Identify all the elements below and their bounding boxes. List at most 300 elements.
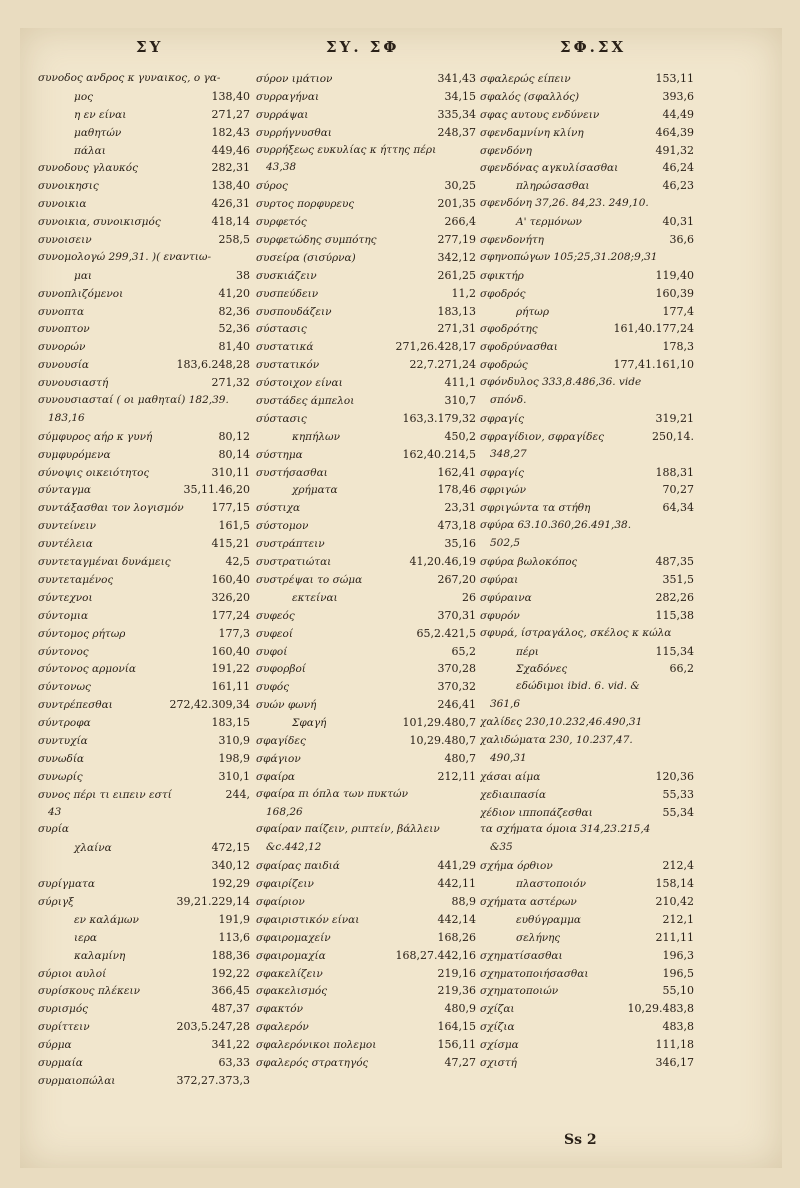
index-entry [256, 70, 476, 88]
index-entry [38, 535, 250, 553]
entry-reference: 212,4 [662, 859, 694, 873]
index-entry [38, 804, 250, 822]
entry-term: σφακελίζειν [256, 967, 323, 980]
entry-term: χαλιδώματα 230, 10.237,47. [480, 733, 633, 746]
entry-reference: 418,14 [211, 215, 250, 229]
index-entry [256, 142, 476, 160]
entry-term: σφαίραν παίζειν, ριπτείν, βάλλειν [256, 823, 440, 836]
index-entry [256, 195, 476, 213]
entry-reference: 464,39 [655, 125, 694, 139]
entry-term: τα σχήματα όμοια 314,23.215,4 [480, 823, 651, 836]
index-entry [480, 965, 694, 983]
header-left: ΣΥ [136, 38, 164, 56]
index-entry [256, 982, 476, 1000]
index-entry [480, 392, 694, 410]
index-entry [256, 213, 476, 231]
entry-term: σχήμα όρθιον [480, 860, 553, 873]
entry-term: σχήματα αστέρων [480, 895, 577, 908]
entry-term: σφαιριστικόν είναι [256, 913, 360, 926]
entry-term: σφαλός (σφαλλός) [480, 90, 580, 103]
index-entry [256, 875, 476, 893]
index-entry [480, 839, 694, 857]
entry-reference: 310,7 [444, 394, 476, 408]
entry-term: συνοικια [38, 198, 87, 211]
entry-term: σφραγίς [480, 412, 525, 425]
index-entry [480, 320, 694, 338]
entry-term: συφεός [256, 609, 295, 622]
index-entry [256, 768, 476, 786]
entry-term: σχιστή [480, 1056, 517, 1069]
entry-reference: 250,14. [652, 429, 694, 443]
index-entry [480, 535, 694, 553]
entry-term: συντυχία [38, 734, 88, 747]
entry-term: μος [74, 90, 94, 103]
entry-term: σφοδρώς [480, 359, 528, 372]
index-entry [38, 1036, 250, 1054]
entry-term: συρίττειν [38, 1021, 90, 1034]
entry-reference: 426,31 [211, 197, 250, 211]
entry-reference: 63,33 [218, 1055, 250, 1069]
entry-term: κηπήλων [292, 430, 340, 443]
entry-reference: 319,21 [655, 411, 694, 425]
entry-term: ιερα [74, 931, 98, 944]
entry-term: συφεοί [256, 627, 293, 640]
entry-reference: 183,6.248,28 [176, 358, 250, 372]
entry-reference: 40,31 [662, 215, 694, 229]
entry-reference: 211,11 [655, 930, 694, 944]
entry-term: σύντροφα [38, 717, 91, 730]
index-entry [256, 464, 476, 482]
entry-reference: 119,40 [655, 268, 694, 282]
entry-term: Α' τερμόνων [516, 216, 582, 229]
entry-reference: 258,5 [218, 233, 250, 247]
index-entry [480, 804, 694, 822]
entry-reference: 177,41.161,10 [613, 358, 694, 372]
header-center: ΣΥ. ΣΦ [326, 38, 400, 56]
index-entry [480, 142, 694, 160]
index-entry [256, 929, 476, 947]
entry-reference: 88,9 [451, 894, 476, 908]
entry-reference: 341,22 [211, 1038, 250, 1052]
index-entry [480, 786, 694, 804]
entry-term: σφενδονήτη [480, 234, 544, 247]
entry-reference: 370,28 [437, 662, 476, 676]
entry-reference: 162,40.214,5 [402, 447, 476, 461]
index-entry [256, 267, 476, 285]
entry-term: 43 [48, 805, 62, 818]
entry-term: σχίζια [480, 1021, 515, 1034]
index-entry [38, 1072, 250, 1090]
entry-term: σφοδρότης [480, 323, 538, 336]
entry-reference: 164,15 [437, 1020, 476, 1034]
entry-term: σύστομον [256, 520, 309, 533]
index-entry [480, 231, 694, 249]
index-column-2 [256, 70, 476, 1072]
entry-term: συφοί [256, 645, 288, 658]
entry-term: συρρήγνυσθαι [256, 126, 332, 139]
entry-term: πάλαι [74, 144, 106, 157]
entry-term: συνοισειν [38, 234, 92, 247]
entry-term: συρράψαι [256, 108, 309, 121]
index-entry [256, 821, 476, 839]
index-entry [38, 177, 250, 195]
index-entry [480, 1018, 694, 1036]
entry-term: χεδιαιπασία [480, 788, 547, 801]
entry-term: σφακελισμός [256, 985, 328, 998]
entry-reference: 487,37 [211, 1002, 250, 1016]
entry-reference: 55,34 [662, 805, 694, 819]
entry-term: συρίσκους πλέκειν [38, 985, 141, 998]
entry-reference: 39,21.229,14 [176, 894, 250, 908]
index-entry [38, 195, 250, 213]
index-entry [38, 911, 250, 929]
entry-term: σύριγξ [38, 895, 74, 908]
index-entry [256, 660, 476, 678]
index-entry [256, 965, 476, 983]
index-entry [38, 481, 250, 499]
index-entry [480, 714, 694, 732]
index-entry [256, 231, 476, 249]
index-entry [480, 607, 694, 625]
entry-reference: 271,32 [211, 376, 250, 390]
entry-reference: 183,13 [437, 304, 476, 318]
index-entry [480, 625, 694, 643]
index-entry [480, 285, 694, 303]
index-entry [38, 374, 250, 392]
entry-reference: 272,42.309,34 [169, 698, 250, 712]
entry-reference: 450,2 [444, 429, 476, 443]
entry-reference: 47,27 [444, 1055, 476, 1069]
index-entry [256, 1054, 476, 1072]
index-entry [256, 911, 476, 929]
index-entry [38, 338, 250, 356]
entry-reference: 212,11 [437, 769, 476, 783]
entry-term: σφοδρύνασθαι [480, 341, 558, 354]
index-entry [256, 750, 476, 768]
index-entry [480, 553, 694, 571]
entry-term: σφύραι [480, 573, 519, 586]
entry-reference: 44,49 [662, 107, 694, 121]
entry-reference: 153,11 [655, 72, 694, 85]
index-entry [38, 88, 250, 106]
entry-term: συνωδία [38, 752, 85, 765]
index-entry [38, 875, 250, 893]
index-entry [256, 732, 476, 750]
entry-reference: 340,12 [211, 859, 250, 873]
index-entry [480, 1000, 694, 1018]
index-entry [256, 428, 476, 446]
entry-term: συνοπτα [38, 305, 85, 318]
index-entry [480, 267, 694, 285]
entry-reference: 80,12 [218, 429, 250, 443]
entry-term: σελήνης [516, 931, 561, 944]
entry-term: σχηματοποιήσασθαι [480, 967, 589, 980]
entry-reference: 177,15 [211, 501, 250, 515]
entry-reference: 35,16 [444, 537, 476, 551]
entry-reference: 219,36 [437, 984, 476, 998]
entry-term: σύρος [256, 180, 288, 193]
index-entry [38, 678, 250, 696]
index-entry [480, 481, 694, 499]
entry-reference: 341,43 [437, 72, 476, 85]
entry-term: χλαίνα [74, 842, 112, 855]
entry-term: 361,6 [490, 698, 521, 711]
entry-reference: 177,3 [218, 626, 250, 640]
index-entry [256, 106, 476, 124]
entry-term: συνοικησις [38, 180, 99, 193]
entry-term: σύμφυρος αήρ κ γυνή [38, 430, 153, 443]
entry-reference: 442,11 [437, 877, 476, 891]
index-entry [38, 356, 250, 374]
index-entry [38, 517, 250, 535]
entry-reference: 415,21 [211, 537, 250, 551]
index-entry [480, 947, 694, 965]
entry-reference: 81,40 [218, 340, 250, 354]
index-entry [256, 303, 476, 321]
entry-term: σύνταγμα [38, 484, 92, 497]
entry-term: σύρμα [38, 1039, 72, 1052]
entry-reference: 65,2 [451, 644, 476, 658]
entry-reference: 210,42 [655, 894, 694, 908]
index-entry [256, 839, 476, 857]
index-entry [480, 428, 694, 446]
entry-term: σύρον ιμάτιον [256, 73, 333, 85]
index-entry [38, 159, 250, 177]
index-entry [480, 517, 694, 535]
index-entry [480, 643, 694, 661]
entry-term: σφραγίδιον, σφραγίδες [480, 430, 605, 443]
index-entry [480, 124, 694, 142]
entry-term: σφαίρα πι όπλα των πυκτών [256, 787, 409, 800]
index-entry [256, 159, 476, 177]
entry-term: ρήτωρ [516, 305, 550, 318]
index-entry [480, 177, 694, 195]
entry-term: πέρι [516, 645, 539, 658]
entry-reference: 23,31 [444, 501, 476, 515]
entry-reference: 160,40 [211, 572, 250, 586]
entry-term: σχηματοποιών [480, 985, 559, 998]
entry-term: συνοδους γλαυκός [38, 162, 138, 175]
entry-term: συνοδος ανδρος κ γυναικος, ο γα- [38, 72, 221, 84]
entry-term: μαθητών [74, 126, 122, 139]
index-entry [256, 571, 476, 589]
entry-reference: 310,11 [211, 465, 250, 479]
index-entry [38, 750, 250, 768]
entry-reference: 246,41 [437, 698, 476, 712]
index-entry [256, 1036, 476, 1054]
index-entry [38, 947, 250, 965]
entry-term: συνος πέρι τι ειπειν εστί [38, 788, 172, 801]
entry-term: σχίσμα [480, 1039, 519, 1052]
entry-term: σχηματίσασθαι [480, 949, 563, 962]
entry-reference: 55,10 [662, 984, 694, 998]
index-entry [480, 213, 694, 231]
entry-term: καλαμίνη [74, 949, 126, 962]
entry-reference: 70,27 [662, 483, 694, 497]
entry-reference: 120,36 [655, 769, 694, 783]
entry-reference: 168,27.442,16 [395, 948, 476, 962]
entry-term: χαλίδες 230,10.232,46.490,31 [480, 716, 643, 729]
entry-reference: 26 [462, 590, 476, 604]
entry-term: συντέλεια [38, 538, 93, 551]
entry-term: σύντονος [38, 645, 89, 658]
entry-reference: 178,46 [437, 483, 476, 497]
index-entry [38, 1018, 250, 1036]
entry-term: συρία [38, 823, 69, 836]
entry-reference: 201,35 [437, 197, 476, 211]
entry-term: Σφαγή [292, 717, 327, 730]
index-entry [38, 660, 250, 678]
entry-term: σύριοι αυλοί [38, 967, 107, 980]
entry-reference: 271,31 [437, 322, 476, 336]
entry-term: συνοπλιζόμενοι [38, 287, 124, 300]
entry-reference: 219,16 [437, 966, 476, 980]
entry-reference: 115,38 [655, 608, 694, 622]
entry-term: σφηνοπώγων 105;25,31.208;9,31 [480, 250, 658, 263]
index-entry [38, 464, 250, 482]
index-entry [480, 410, 694, 428]
index-entry [480, 571, 694, 589]
entry-term: συνομολογώ 299,31. )( εναντιω- [38, 250, 212, 263]
index-entry [38, 857, 250, 875]
entry-reference: 46,24 [662, 161, 694, 175]
entry-term: συστράπτειν [256, 538, 325, 551]
index-entry [480, 374, 694, 392]
entry-term: συντρέπεσθαι [38, 699, 113, 712]
entry-term: συσπουδάζειν [256, 305, 332, 318]
entry-term: εν καλάμων [74, 913, 139, 926]
entry-term: Σχαδόνες [516, 663, 568, 676]
entry-reference: 138,40 [211, 89, 250, 103]
entry-reference: 182,43 [211, 125, 250, 139]
entry-term: συνορών [38, 341, 86, 354]
entry-reference: 480,7 [444, 751, 476, 765]
entry-reference: 441,29 [437, 859, 476, 873]
entry-reference: 41,20.46,19 [409, 555, 476, 569]
entry-term: χάσαι αίμα [480, 770, 541, 783]
entry-term: σχίζαι [480, 1003, 515, 1016]
entry-reference: 261,25 [437, 268, 476, 282]
index-entry [38, 625, 250, 643]
index-entry [480, 893, 694, 911]
entry-reference: 342,12 [437, 250, 476, 264]
entry-term: χέδιον ιπποπάζεσθαι [480, 806, 593, 819]
entry-term: σφικτήρ [480, 269, 524, 282]
entry-term: συστρατιώται [256, 556, 332, 569]
entry-reference: 177,4 [662, 304, 694, 318]
index-entry [256, 947, 476, 965]
entry-reference: 192,29 [211, 877, 250, 891]
index-entry [38, 732, 250, 750]
entry-term: συρμαιοπώλαι [38, 1074, 116, 1087]
entry-reference: 310,9 [218, 733, 250, 747]
entry-term: χρήματα [292, 484, 338, 497]
entry-term: συνουσία [38, 359, 90, 372]
entry-term: συών φωνή [256, 699, 317, 712]
running-headers [0, 38, 800, 66]
entry-reference: 41,20 [218, 286, 250, 300]
entry-reference: 162,41 [437, 465, 476, 479]
entry-reference: 160,40 [211, 644, 250, 658]
entry-term: σφύρα βωλοκόπος [480, 556, 578, 569]
entry-reference: 335,34 [437, 107, 476, 121]
index-entry [38, 571, 250, 589]
entry-term: συντεταμένος [38, 573, 114, 586]
entry-reference: 30,25 [444, 179, 476, 193]
index-entry [38, 446, 250, 464]
entry-reference: 411,1 [444, 376, 476, 390]
entry-reference: 138,40 [211, 179, 250, 193]
index-entry [256, 625, 476, 643]
entry-reference: 491,32 [655, 143, 694, 157]
entry-reference: 366,45 [211, 984, 250, 998]
index-entry [480, 338, 694, 356]
index-entry [256, 714, 476, 732]
index-entry [256, 1018, 476, 1036]
entry-reference: 36,6 [669, 233, 694, 247]
index-entry [256, 643, 476, 661]
entry-reference: 64,34 [662, 501, 694, 515]
entry-term: συρρήξεως ευκυλίας κ ήττης πέρι [256, 143, 437, 156]
entry-term: σύστοιχον είναι [256, 377, 343, 390]
entry-term: σφαλερός στρατηγός [256, 1056, 369, 1069]
entry-term: σφενδαμνίνη κλίνη [480, 126, 584, 139]
entry-term: σύστιχα [256, 502, 301, 515]
index-entry [480, 446, 694, 464]
index-entry [256, 177, 476, 195]
entry-term: 168,26 [266, 805, 303, 818]
entry-term: σφυρά, ίστραγάλος, σκέλος κ κώλα [480, 626, 672, 639]
index-entry [256, 893, 476, 911]
entry-term: συφός [256, 681, 290, 694]
index-entry [38, 392, 250, 410]
entry-reference: 113,6 [218, 930, 250, 944]
index-entry [256, 392, 476, 410]
entry-term: σύντονος αρμονία [38, 663, 136, 676]
index-entry [256, 320, 476, 338]
entry-term: σφαίρας παιδιά [256, 860, 340, 873]
entry-reference: 10,29.483,8 [627, 1002, 694, 1016]
index-entry [38, 231, 250, 249]
index-entry [38, 499, 250, 517]
index-entry [38, 142, 250, 160]
index-entry [38, 929, 250, 947]
index-entry [480, 929, 694, 947]
entry-term: σφενδόνη [480, 144, 532, 157]
index-entry [38, 714, 250, 732]
index-entry [38, 607, 250, 625]
index-entry [480, 159, 694, 177]
index-column-3 [480, 70, 694, 1072]
entry-reference: 161,40.177,24 [613, 322, 694, 336]
entry-term: 490,31 [490, 751, 527, 764]
index-entry [480, 70, 694, 88]
entry-reference: 212,1 [662, 912, 694, 926]
index-entry [256, 696, 476, 714]
index-entry [480, 303, 694, 321]
index-entry [256, 786, 476, 804]
entry-term: σύντεχνοι [38, 591, 93, 604]
entry-term: συστάδες άμπελοι [256, 395, 355, 408]
entry-term: συσπεύδειν [256, 287, 319, 300]
entry-term: συνοπτον [38, 323, 90, 336]
index-entry [480, 1054, 694, 1072]
entry-reference: 244, [225, 787, 250, 801]
entry-reference: 346,17 [655, 1055, 694, 1069]
entry-term: συρφετώδης συμπότης [256, 234, 377, 247]
entry-term: σφαλερόν [256, 1021, 309, 1034]
index-entry [480, 464, 694, 482]
